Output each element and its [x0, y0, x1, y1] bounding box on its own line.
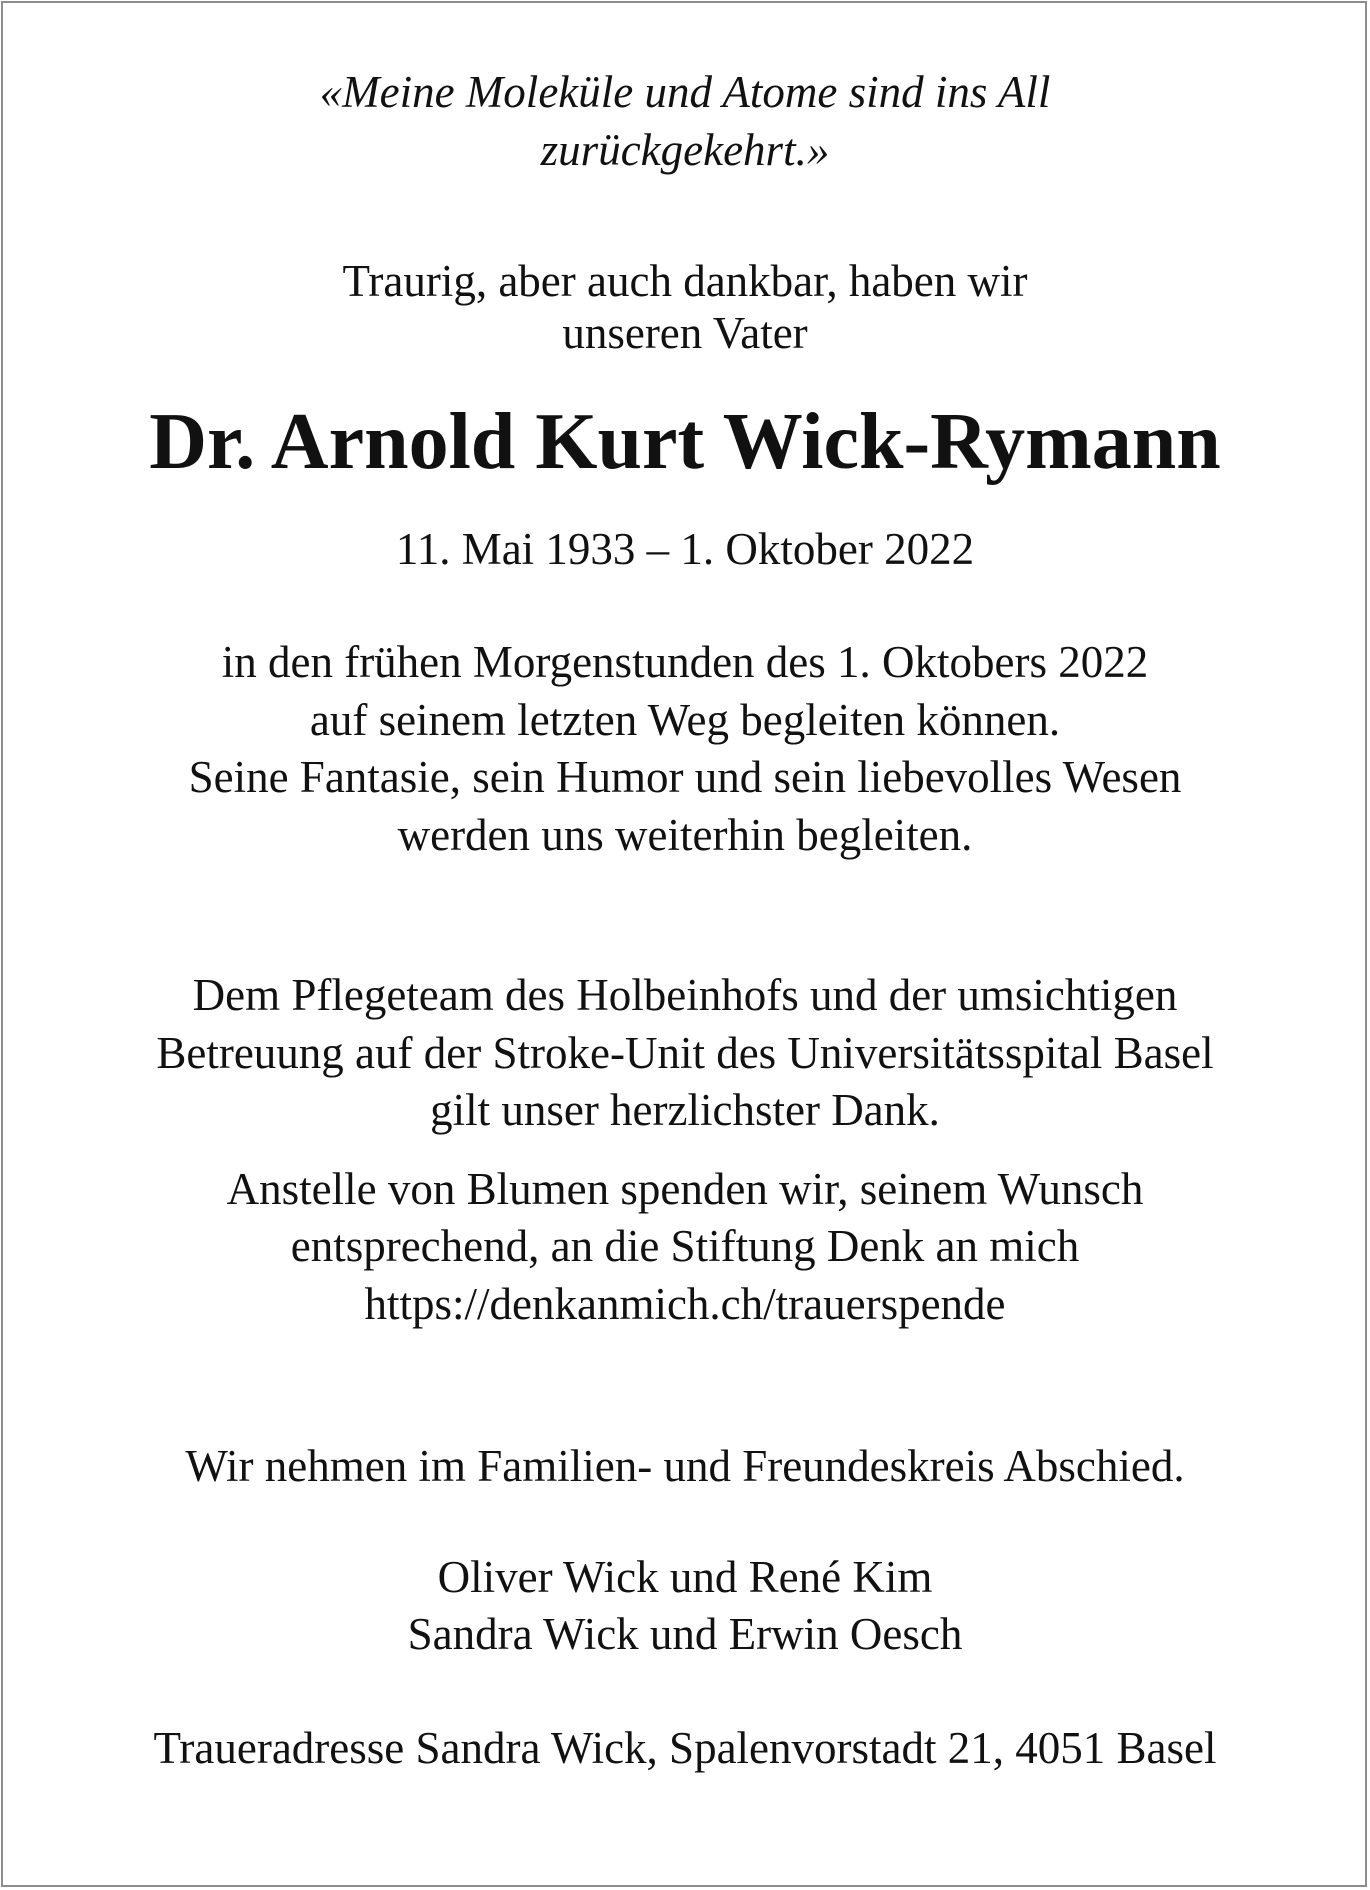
deceased-name: Dr. Arnold Kurt Wick-Rymann [149, 398, 1221, 486]
motto-line-1: «Meine Moleküle und Atome sind ins All [319, 67, 1051, 117]
thanks-line-1: Dem Pflegeteam des Holbeinhofs und der umsichtigen [192, 970, 1178, 1020]
farewell-line-3: Seine Fantasie, sein Humor und sein liebevolles Wesen [188, 752, 1182, 802]
intro-line-2: unseren Vater [562, 308, 808, 358]
thanks-line-3: gilt unser herzlichster Dank. [430, 1085, 940, 1135]
life-dates: 11. Mai 1933 – 1. Oktober 2022 [395, 524, 975, 574]
donation-url: https://denkanmich.ch/trauerspende [364, 1279, 1006, 1329]
family-line-2: Sandra Wick und Erwin Oesch [407, 1609, 963, 1659]
ceremony-note: Wir nehmen im Familien- und Freundeskreis Abschied. [185, 1441, 1185, 1491]
mourning-address: Traueradresse Sandra Wick, Spalenvorstadt 21, 4051 Basel [153, 1723, 1217, 1773]
motto-line-2: zurückgekehrt.» [540, 125, 830, 175]
donation-line-1: Anstelle von Blumen spenden wir, seinem Wunsch [226, 1164, 1144, 1214]
donation-line-2: entsprechend, an die Stiftung Denk an mich [290, 1221, 1080, 1271]
thanks-line-2: Betreuung auf der Stroke-Unit des Universitätsspital Basel [156, 1028, 1214, 1078]
farewell-line-2: auf seinem letzten Weg begleiten können. [309, 695, 1061, 745]
intro-line-1: Traurig, aber auch dankbar, haben wir [342, 256, 1028, 306]
farewell-line-4: werden uns weiterhin begleiten. [397, 810, 973, 860]
family-line-1: Oliver Wick und René Kim [437, 1552, 933, 1602]
farewell-line-1: in den frühen Morgenstunden des 1. Oktobers 2022 [221, 637, 1149, 687]
